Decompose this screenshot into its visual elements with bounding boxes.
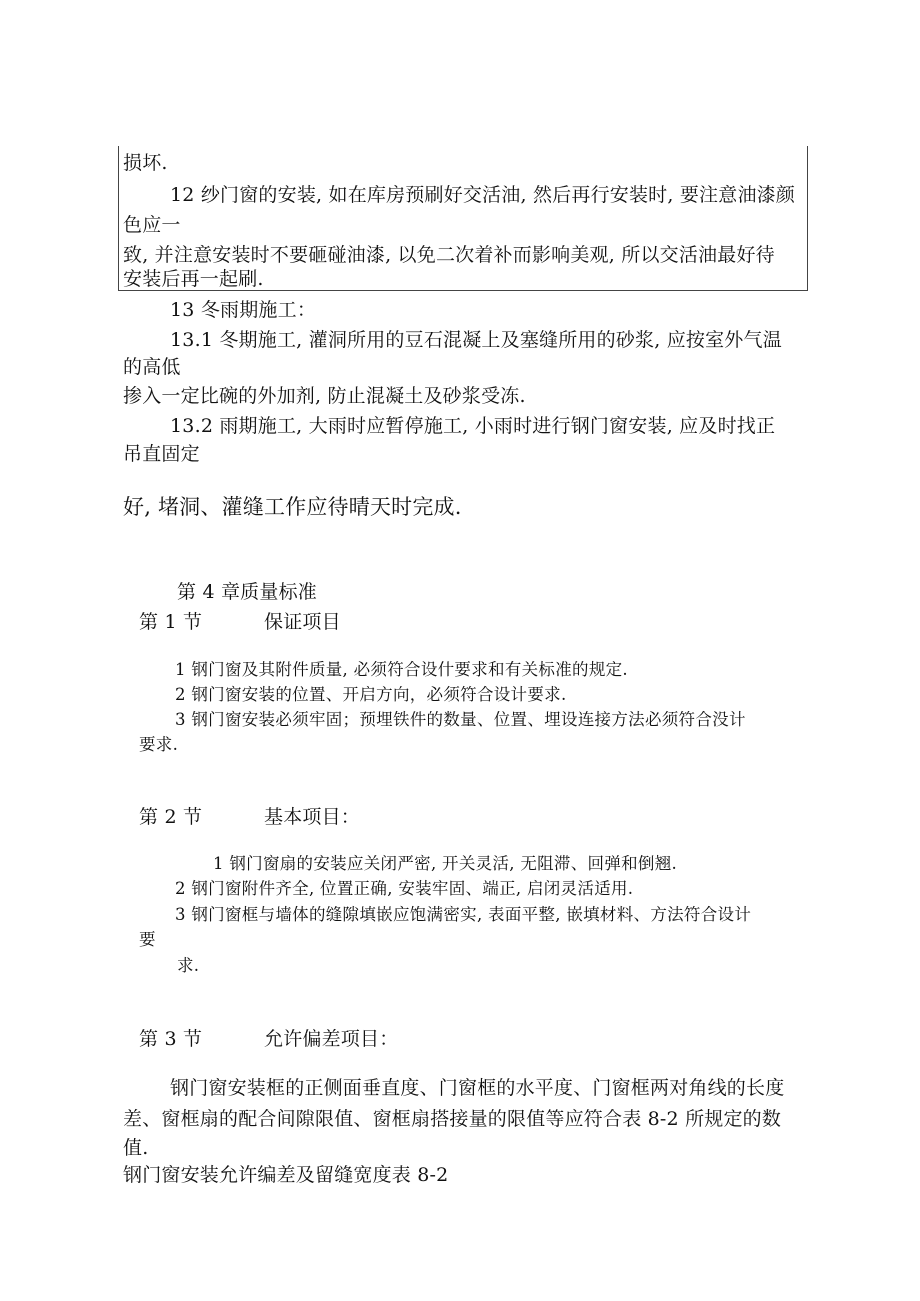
section-2-item-3-line-1: 3 钢门窗框与墙体的缝隙填嵌应饱满密实, 表面平整, 嵌填材料、方法符合设计	[175, 905, 752, 924]
winter-rain-heading: 13 冬雨期施工：	[170, 299, 317, 321]
section-3-para-line-2: 差、窗框扇的配合间隙限值、窗框扇搭接量的限值等应符合表 8-2 所规定的数	[123, 1108, 782, 1130]
section-2-label: 第 2 节	[139, 806, 203, 828]
winter-para-line-1: 13.1 冬期施工, 灌洞所用的豆石混凝上及塞缝所用的砂浆, 应按室外气温	[170, 329, 782, 351]
section-1-item-2: 2 钢门窗安装的位置、开启方向，必须符合设计要求.	[175, 685, 567, 704]
section-3-title: 允许偏差项目：	[264, 1028, 399, 1050]
box-line-2: 12 纱门窗的安装, 如在库房预刷好交活油, 然后再行安装时, 要注意油漆颜	[170, 184, 796, 206]
section-1-item-1: 1 钢门窗及其附件质量, 必须符合设什要求和有关标准的规定.	[175, 660, 628, 679]
section-2-item-3-line-2: 要	[139, 930, 156, 949]
box-line-3: 色应一	[123, 214, 181, 236]
table-caption: 钢门窗安装允许编差及留缝宽度表 8-2	[123, 1164, 449, 1186]
rain-para-line-1: 13.2 雨期施工, 大雨时应暂停施工, 小雨时进行钢门窗安装, 应及时找正	[170, 415, 776, 437]
section-2-title: 基本项目：	[264, 806, 361, 828]
section-2-item-2: 2 钢门窗附件齐全, 位置正确, 安装牢固、端正, 启闭灵活适用.	[175, 879, 634, 898]
chapter-title: 第 4 章质量标准	[177, 581, 317, 603]
section-1-item-3-line-2: 要求.	[139, 735, 179, 754]
box-line-5: 安装后再一起刷.	[123, 268, 264, 290]
rain-para-line-2: 吊直固定	[123, 443, 200, 465]
winter-para-line-3: 掺入一定比碗的外加剂, 防止混凝土及砂浆受冻.	[123, 385, 526, 407]
rain-para-line-3: 好, 堵洞、灌缝工作应待晴天时完成.	[123, 495, 462, 519]
box-line-4: 致, 并注意安装时不要砸碰油漆, 以免二次着补而影响美观, 所以交活油最好待	[123, 244, 775, 266]
section-3-para-line-3: 值.	[123, 1137, 149, 1159]
section-3-para-line-1: 钢门窗安装框的正侧面垂直度、门窗框的水平度、门窗框两对角线的长度	[170, 1077, 785, 1099]
section-2-item-3-line-3: 求.	[177, 956, 200, 975]
section-2-item-1: 1 钢门窗扇的安装应关闭严密, 开关灵活, 无阻滞、回弹和倒翘.	[213, 854, 678, 873]
winter-para-line-2: 的高低	[123, 356, 181, 378]
section-3-label: 第 3 节	[139, 1028, 203, 1050]
section-1-title: 保证项目	[264, 611, 341, 633]
box-line-1: 损坏.	[123, 152, 168, 174]
section-1-item-3-line-1: 3 钢门窗安装必须牢固；预埋铁件的数量、位置、埋设连接方法必须符合没计	[175, 710, 746, 729]
section-1-label: 第 1 节	[139, 611, 203, 633]
